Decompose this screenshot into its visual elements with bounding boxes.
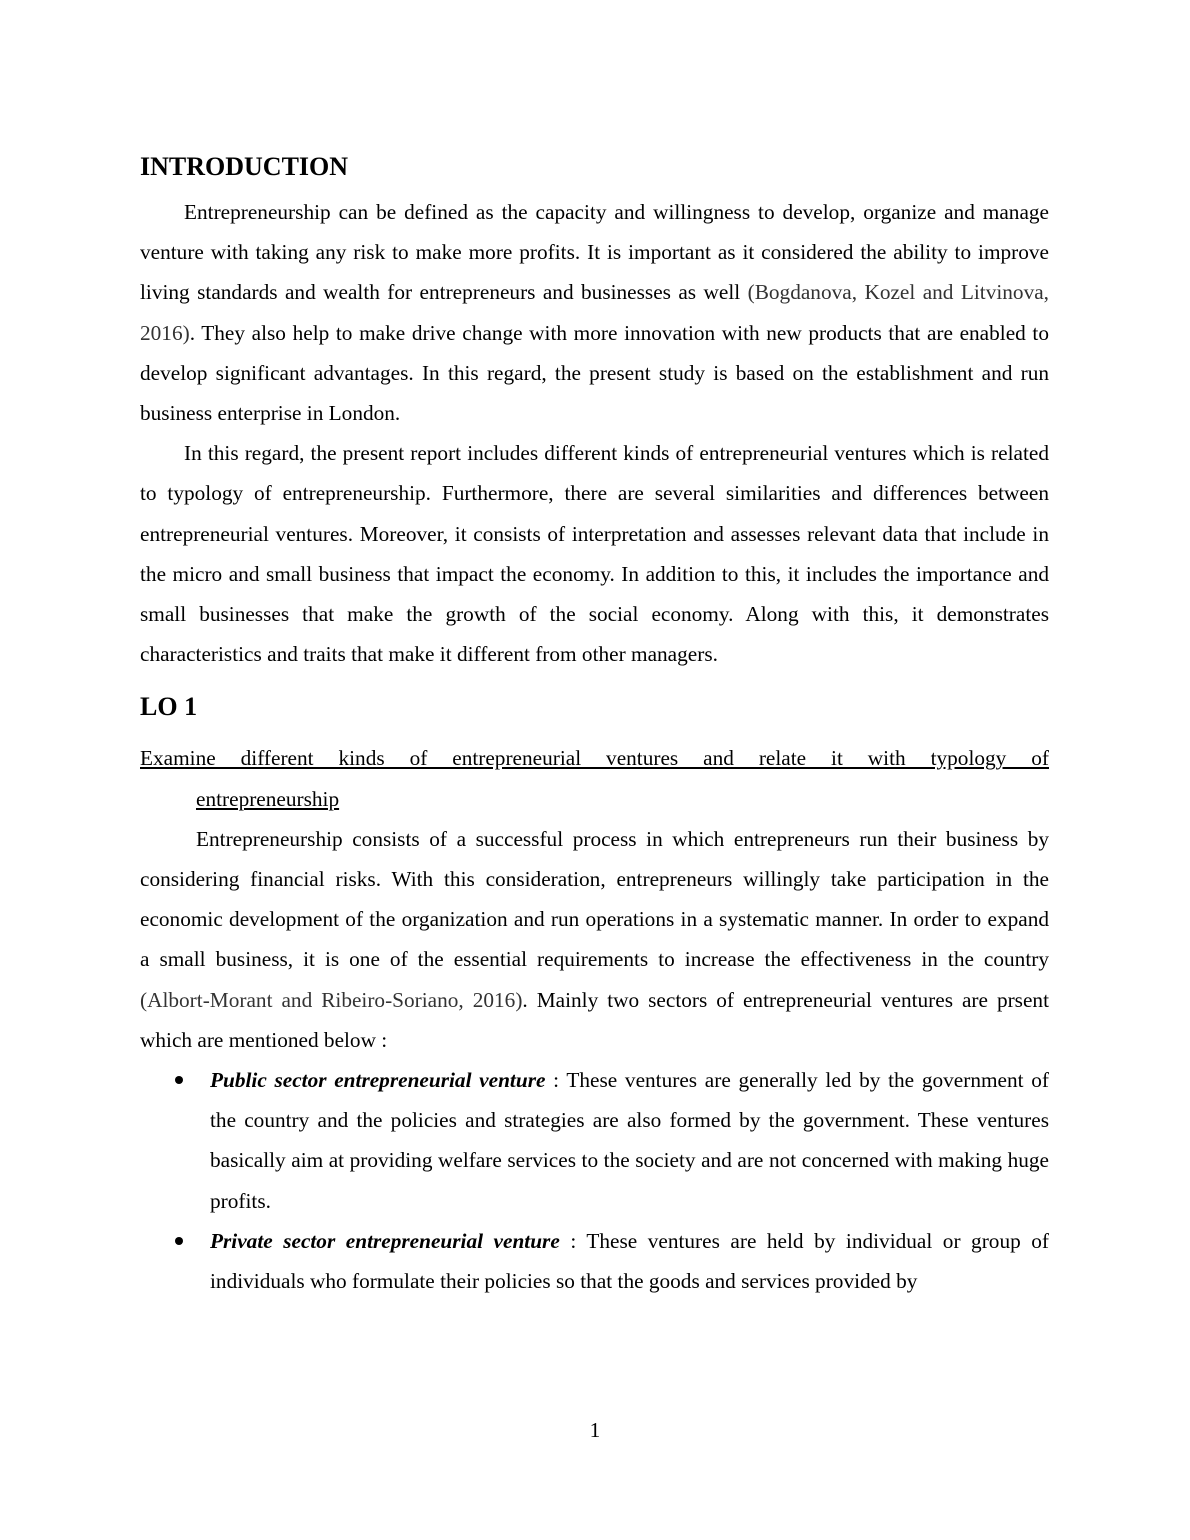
lo1-paragraph-1-text-b: . Mainly two sectors of entrepreneurial ventures are prsent which are mentioned below : <box>140 987 1049 1052</box>
lo1-paragraph-1 <box>140 819 1049 1060</box>
intro-paragraph-1-text-a: Entrepreneurship can be defined as the capacity and willingness to develop, organize and manage venture with taking any risk to make more profits. It is important as it considered the ability to improve living standards and wealth for entrepreneurs and businesses as well <box>140 200 1049 305</box>
lo1-heading: LO 1 <box>140 692 198 722</box>
lo1-subheading-line-2-text: entrepreneurship <box>196 786 340 811</box>
intro-citation: (Bogdanova, Kozel and Litvinova, 2016) <box>140 280 1050 345</box>
lo1-subheading-line-2 <box>196 779 1049 819</box>
list-item-private-sector <box>140 1221 1049 1301</box>
venture-types-list <box>140 1060 1049 1301</box>
introduction-heading: INTRODUCTION <box>140 152 349 181</box>
document-page <box>140 148 1049 1301</box>
bullet-term: Public sector entrepreneurial venture <box>210 1068 546 1093</box>
list-item-public-sector <box>140 1060 1049 1221</box>
lo1-subheading-line-1: Examine different kinds of entrepreneurial ventures and relate it with typology of <box>140 746 1049 771</box>
bullet-text: : These ventures are held by individual or group of individuals who formulate their policies so that the goods and services provided by <box>210 1228 1049 1294</box>
lo1-citation: (Albort-Morant and Ribeiro-Soriano, 2016) <box>140 987 523 1012</box>
bullet-text: : These ventures are generally led by the government of the country and the policies and strategies are also formed by the government. These ventures basically aim at providing welfare services to the society and are not concerned with making huge profits. <box>210 1068 1049 1213</box>
intro-paragraph-2: In this regard, the present report includes different kinds of entrepreneurial ventures which is related to typology of entrepreneurship. Furthermore, there are several similarities and differences between entrepreneurial ventures. Moreover, it consists of interpretation and assesses relevant data that include in the micro and small business that impact the economy. In addition to this, it includes the importance and small businesses that make the growth of the social economy. Along with this, it demonstrates characteristics and traits that make it different from other managers. <box>140 441 1049 667</box>
bullet-icon <box>175 1076 183 1084</box>
intro-paragraph-1-text-b: . They also help to make drive change with more innovation with new products that are enabled to develop significant advantages. In this regard, the present study is based on the establishment and run business enterprise in London. <box>140 320 1049 426</box>
bullet-term: Private sector entrepreneurial venture <box>210 1228 560 1253</box>
lo1-paragraph-1-text-a: Entrepreneurship consists of a successful process in which entrepreneurs run their business by considering financial risks. With this consideration, entrepreneurs willingly take participation in the economic development of the organization and run operations in a systematic manner. In order to expand a small business, it is one of the essential requirements to increase the effectiveness in the country <box>140 826 1049 972</box>
bullet-icon <box>175 1237 183 1245</box>
page-number: 1 <box>589 1418 601 1442</box>
intro-paragraph-1 <box>140 192 1049 433</box>
